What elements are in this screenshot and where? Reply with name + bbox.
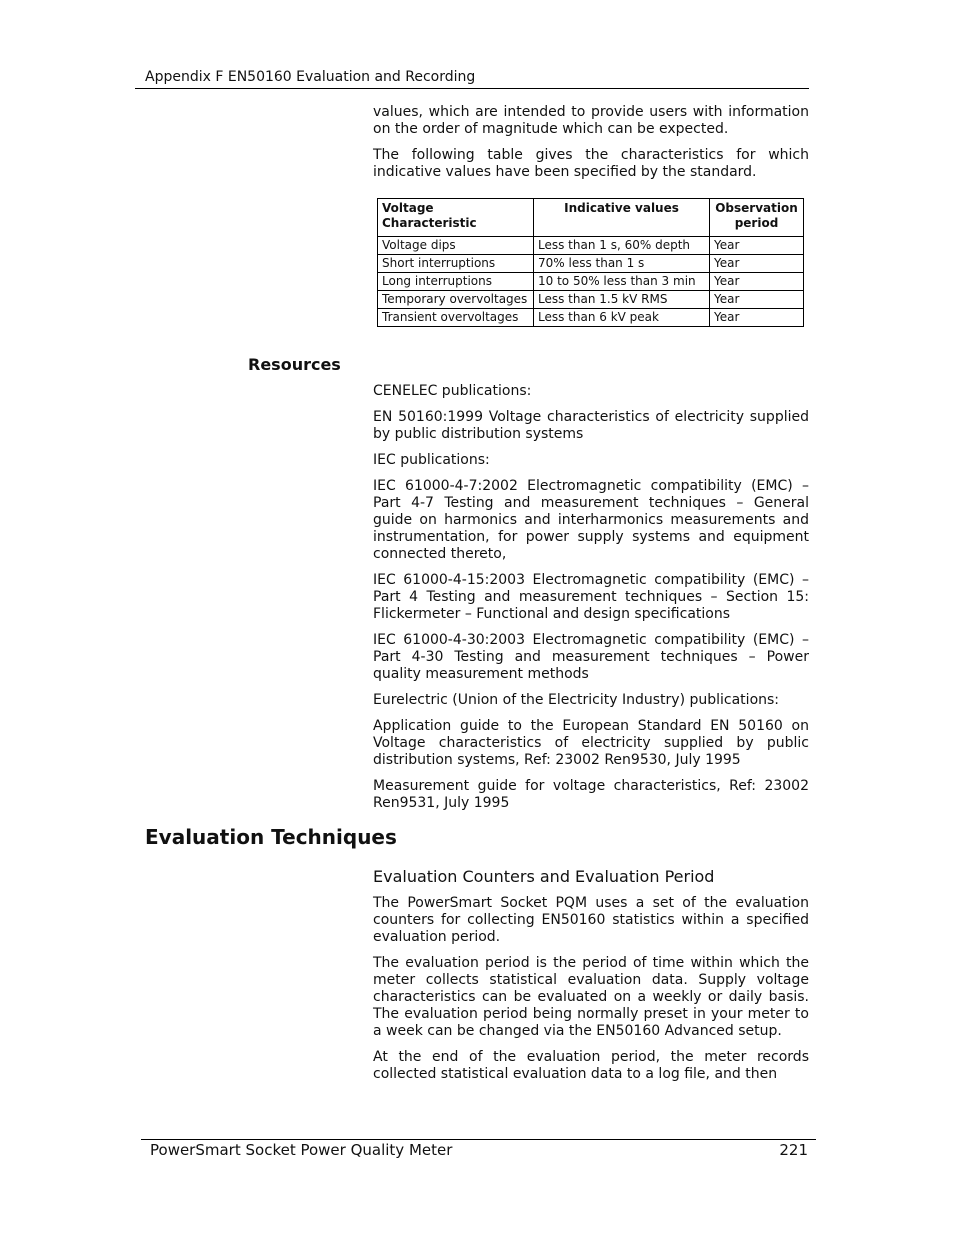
- resource-paragraph: IEC 61000-4-30:2003 Electromagnetic compatibility (EMC) – Part 4-30 Testing and measurement techniques – Power quality measurement methods: [373, 632, 809, 682]
- table-row: [378, 291, 804, 309]
- table-cell: Less than 6 kV peak: [534, 309, 710, 327]
- table-cell: Less than 1 s, 60% depth: [534, 237, 710, 255]
- table-cell: Transient overvoltages: [378, 309, 534, 327]
- intro-paragraph: values, which are intended to provide users with information on the order of magnitude which can be expected.: [373, 104, 809, 137]
- evaluation-paragraph: The PowerSmart Socket PQM uses a set of the evaluation counters for collecting EN50160 statistics within a specified evaluation period.: [373, 895, 809, 945]
- table-cell: Temporary overvoltages: [378, 291, 534, 309]
- column-header: Voltage Characteristic: [378, 199, 534, 237]
- footer-rule: [141, 1139, 816, 1140]
- table-cell: 10 to 50% less than 3 min: [534, 273, 710, 291]
- intro-text: [373, 104, 809, 190]
- table-row: [378, 273, 804, 291]
- running-header: Appendix F EN50160 Evaluation and Recording: [145, 69, 476, 85]
- resource-paragraph: IEC 61000-4-15:2003 Electromagnetic compatibility (EMC) – Part 4 Testing and measurement techniques – Section 15: Flickermeter – Functional and design specifications: [373, 572, 809, 622]
- resource-paragraph: Measurement guide for voltage characteristics, Ref: 23002 Ren9531, July 1995: [373, 778, 809, 811]
- intro-paragraph: The following table gives the characteristics for which indicative values have been specified by the standard.: [373, 147, 809, 180]
- table-row: [378, 309, 804, 327]
- resource-paragraph: IEC publications:: [373, 452, 490, 468]
- table-header-row: [378, 199, 804, 237]
- resource-paragraph: Application guide to the European Standard EN 50160 on Voltage characteristics of electricity supplied by public distribution systems, Ref: 23002 Ren9530, July 1995: [373, 718, 809, 768]
- resources-text: [373, 383, 809, 821]
- resources-heading: Resources: [248, 355, 341, 374]
- table-cell: Year: [710, 237, 804, 255]
- section-heading: Evaluation Techniques: [145, 825, 397, 849]
- table-cell: 70% less than 1 s: [534, 255, 710, 273]
- page-number: 221: [779, 1141, 808, 1159]
- table-cell: Year: [710, 291, 804, 309]
- table-row: [378, 255, 804, 273]
- column-header: Indicative values: [534, 199, 710, 237]
- voltage-characteristics-table: [377, 198, 804, 327]
- resource-paragraph: IEC 61000-4-7:2002 Electromagnetic compatibility (EMC) – Part 4-7 Testing and measurement techniques – General guide on harmonics and interharmonics measurements and instrumentation, for power supply systems and equipment connected thereto,: [373, 478, 809, 562]
- resource-paragraph: Eurelectric (Union of the Electricity Industry) publications:: [373, 692, 780, 708]
- column-header: Observation period: [710, 199, 804, 237]
- table-cell: Year: [710, 255, 804, 273]
- footer-title: PowerSmart Socket Power Quality Meter: [150, 1141, 453, 1159]
- evaluation-paragraph: At the end of the evaluation period, the meter records collected statistical evaluation data to a log file, and then: [373, 1049, 809, 1082]
- table-cell: Short interruptions: [378, 255, 534, 273]
- table-cell: Long interruptions: [378, 273, 534, 291]
- resource-paragraph: CENELEC publications:: [373, 383, 532, 399]
- sub-heading: Evaluation Counters and Evaluation Period: [373, 867, 715, 886]
- header-rule: [135, 88, 809, 89]
- table-cell: Voltage dips: [378, 237, 534, 255]
- table-cell: Less than 1.5 kV RMS: [534, 291, 710, 309]
- table-cell: Year: [710, 273, 804, 291]
- resource-paragraph: EN 50160:1999 Voltage characteristics of electricity supplied by public distribution systems: [373, 409, 809, 442]
- table-cell: Year: [710, 309, 804, 327]
- evaluation-text: [373, 895, 809, 1092]
- evaluation-paragraph: The evaluation period is the period of time within which the meter collects statistical evaluation data. Supply voltage characteristics can be evaluated on a weekly or daily basis. The evaluation period being normally preset in your meter to a week can be changed via the EN50160 Advanced setup.: [373, 955, 809, 1039]
- table-row: [378, 237, 804, 255]
